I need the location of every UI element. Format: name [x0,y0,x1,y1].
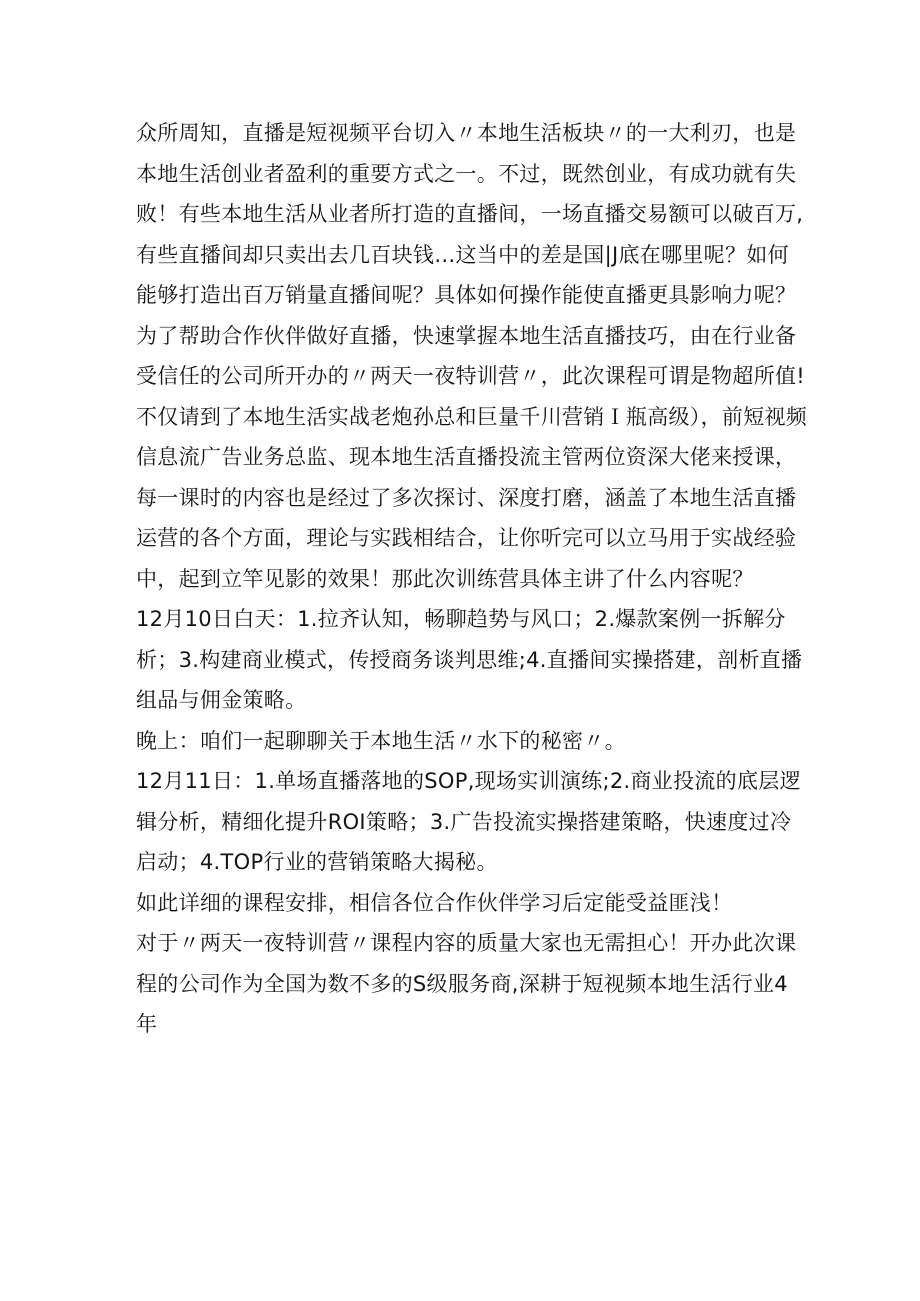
document-body [136,113,808,1045]
paragraph-intro: 众所周知，直播是短视频平台切入〃本地生活板块〃的一大利刃，也是本地生活创业者盈利的重要方式之一。不过，既然创业，有成功就有失败！有些本地生活从业者所打造的直播间，一场直播交易额可以破百万,有些直播间却只卖出去几百块钱…这当中的差是国|J底在哪里呢？如何能够打造出百万销量直播间呢？具体如何操作能使直播更具影响力呢？ [136,121,804,307]
paragraph-quality-note: 对于〃两天一夜特训营〃课程内容的质量大家也无需担心！开办此次课程的公司作为全国为数不多的S级服务商,深耕于短视频本地生活行业4年 [136,931,797,1036]
paragraph-day1-evening: 晚上：咱们一起聊聊关于本地生活〃水下的秘密〃。 [136,728,626,753]
paragraph-summary: 如此详细的课程安排，相信各位合作伙伴学习后定能受益匪浅！ [136,890,733,915]
paragraph-day1-schedule: 12月10日白天：1.拉齐认知，畅聊趋势与风口；2.爆款案例一拆解分析；3.构建商业模式，传授商务谈判思维;4.直播间实操搭建，剖析直播组品与佣金策略。 [136,607,803,712]
paragraph-day2-schedule: 12月11日：1.单场直播落地的SOP,现场实训演练;2.商业投流的底层逻辑分析，精细化提升ROI策略；3.广告投流实操搭建策略，快速度过冷启动；4.TOP行业的营销策略大揭秘。 [136,769,801,874]
paragraph-course-overview: 为了帮助合作伙伴做好直播，快速掌握本地生活直播技巧，由在行业备受信任的公司所开办的〃两天一夜特训营〃，此次课程可谓是物超所值!不仅请到了本地生活实战老炮孙总和巨量千川营销Ｉ瓶高级），前短视频信息流广告业务总监、现本地生活直播投流主管两位资深大佬来授课，每一课时的内容也是经过了多次探讨、深度打磨，涵盖了本地生活直播运营的各个方面，理论与实践相结合，让你听完可以立马用于实战经验中，起到立竿见影的效果！那此次训练营具体主讲了什么内容呢？ [136,323,808,591]
